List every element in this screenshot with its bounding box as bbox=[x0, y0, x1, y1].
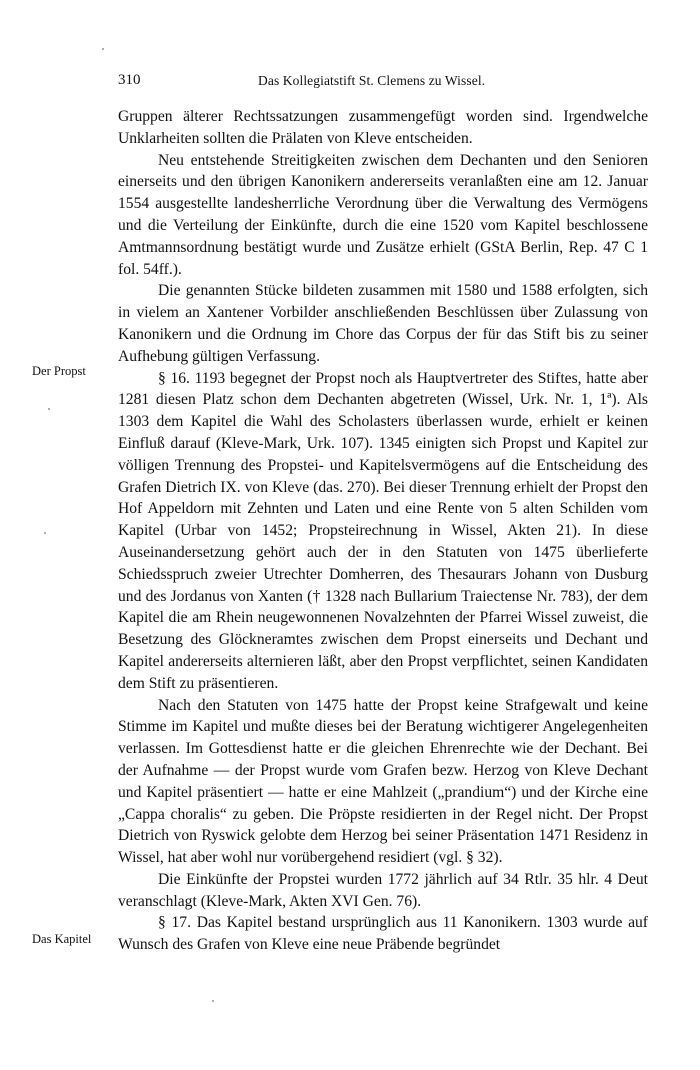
marginal-note-kapitel: Das Kapitel bbox=[32, 932, 92, 946]
paragraph-section-17: § 17. Das Kapitel bestand ursprünglich aus 11 Kanonikern. 1303 wurde auf Wunsch des Grafen von Kleve eine neue Präbende begründet bbox=[118, 914, 648, 954]
body-text bbox=[118, 106, 648, 956]
paragraph-1: Gruppen älterer Rechtssatzungen zusammengefügt worden sind. Irgendwelche Unklarheiten sollten die Prälaten von Kleve entscheiden. bbox=[118, 108, 648, 147]
running-title: Das Kollegiatstift St. Clemens zu Wissel. bbox=[258, 73, 486, 88]
scan-speck bbox=[48, 408, 50, 410]
page-number: 310 bbox=[118, 72, 141, 88]
paragraph-section-16: § 16. 1193 begegnet der Propst noch als Hauptvertreter des Stiftes, hatte aber 1281 diesen Platz schon dem Dechanten abgetreten (Wissel, Urk. Nr. 1, 1ª). Als 1303 dem Kapitel die Wahl des Scholasters überlassen wurde, erhielt er keinen Einfluß darauf (Kleve-Mark, Urk. 107). 1345 einigten sich Propst und Kapitel zur völligen Trennung des Propstei- und Kapitelsvermögens auf die Entscheidung des Grafen Dietrich IX. von Kleve (das. 270). Bei dieser Trennung erhielt der Propst den Hof Appeldorn mit Zehnten und Laten und eine Rente von 5 alten Schilden vom Kapitel (Urbar von 1452; Propsteirechnung in Wissel, Akten 21). In diese Auseinandersetzung gehört auch der in den Statuten von 1475 überlieferte Schiedsspruch zweier Utrechter Domherren, des Thesaurars Johann von Dusburg und des Jordanus von Xanten († 1328 nach Bullarium Traiectense Nr. 783), der dem Kapitel die am Rhein neugewonnenen Novalzehnten der Pfarrei Wissel zuweist, die Besetzung des Glöckneramtes zwischen dem Propst einerseits und Dechant und Kapitel andererseits alternieren läßt, aber den Propst verpflichtet, seinen Kandidaten dem Stift zu präsentieren. bbox=[118, 369, 648, 692]
paragraph-6: Die Einkünfte der Propstei wurden 1772 jährlich auf 34 Rtlr. 35 hlr. 4 Deut veranschlagt (Kleve-Mark, Akten XVI Gen. 76). bbox=[118, 870, 648, 910]
scan-speck bbox=[212, 1000, 214, 1002]
scan-speck bbox=[102, 48, 104, 50]
paragraph-3: Die genannten Stücke bildeten zusammen mit 1580 und 1588 erfolgten, sich in vielem an Xantener Vorbilder anschließenden Beschlüssen über Zulassung von Kanonikern und die Ordnung im Chore das Corpus der für das Stift bis zu seiner Aufhebung gültigen Verfassung. bbox=[118, 282, 648, 365]
paragraph-2: Neu entstehende Streitigkeiten zwischen dem Dechanten und den Senioren einerseits und den übrigen Kanonikern andererseits veranlaßten eine am 12. Januar 1554 ausgestellte landesherrliche Verordnung über die Verwaltung des Vermögens und die Verteilung der Einkünfte, durch die eine 1520 vom Kapitel beschlossene Amtmannsordnung bestätigt wurde und Zusätze erhielt (GStA Berlin, Rep. 47 C 1 fol. 54ff.). bbox=[118, 151, 648, 278]
marginal-note-propst: Der Propst bbox=[32, 364, 86, 378]
paragraph-5: Nach den Statuten von 1475 hatte der Propst keine Strafgewalt und keine Stimme im Kapitel und mußte dieses bei der Beratung wichtigerer Angelegenheiten verlassen. Im Gottesdienst hatte er die gleichen Ehrenrechte wie der Dechant. Bei der Aufnahme — der Propst wurde vom Grafen bezw. Herzog von Kleve Dechant und Kapitel präsentiert — hatte er eine Mahlzeit („prandium“) und der Kirche eine „Cappa choralis“ zu geben. Die Pröpste residierten in der Regel nicht. Der Propst Dietrich von Ryswick gelobte dem Herzog bei seiner Präsentation 1471 Residenz in Wissel, hat aber wohl nur vorübergehend residiert (vgl. § 32). bbox=[118, 696, 648, 867]
scan-speck bbox=[44, 532, 46, 534]
